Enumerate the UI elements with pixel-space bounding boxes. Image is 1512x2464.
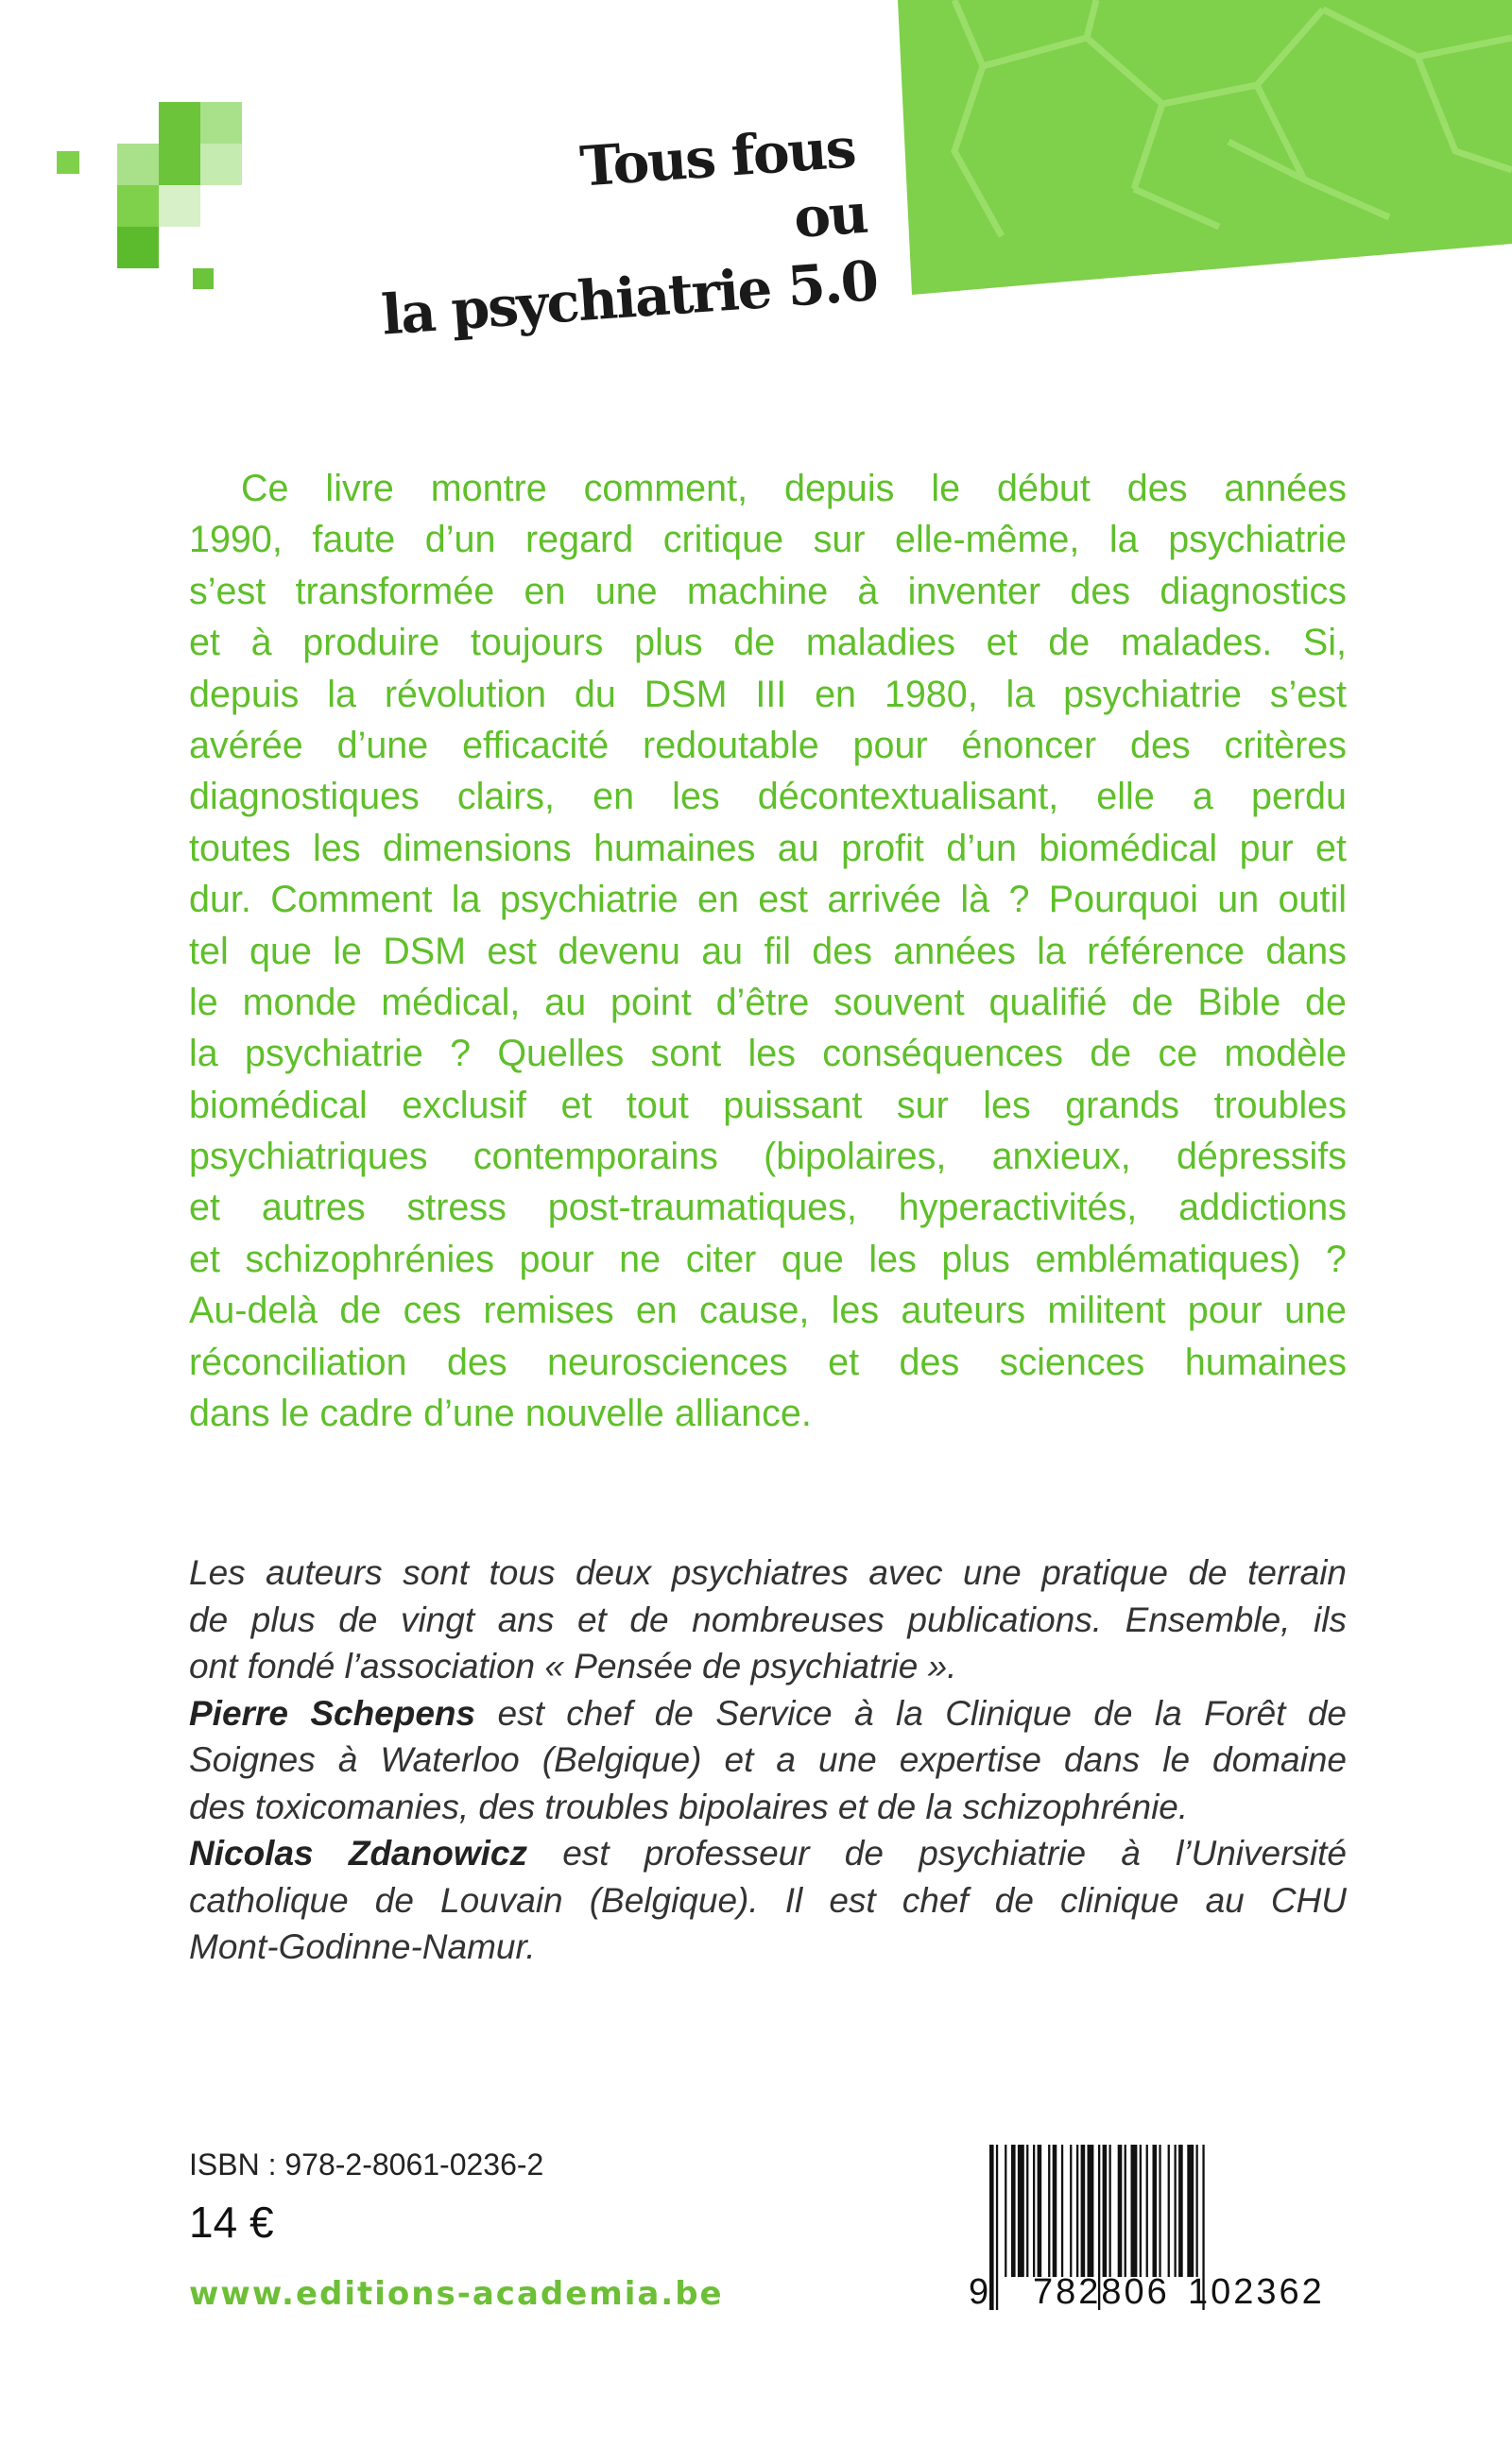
- barcode-bar: [1187, 2145, 1194, 2277]
- barcode-bar: [1081, 2145, 1086, 2277]
- barcode-bar: [1048, 2145, 1050, 2277]
- synopsis-line: Au-delà de ces remises en cause, les auteurs militent pour une: [189, 1290, 1347, 1332]
- author2-line: catholique de Louvain (Belgique). Il est chef de clinique au CHU: [189, 1880, 1347, 1920]
- barcode-bar: [1038, 2145, 1042, 2277]
- synopsis-line: dans le cadre d’une nouvelle alliance.: [189, 1393, 812, 1435]
- synopsis-line: s’est transformée en une machine à inventer des diagnostics: [189, 570, 1347, 612]
- barcode-bar: [1109, 2145, 1111, 2277]
- authors-intro-line: ont fondé l’association « Pensée de psychiatrie ».: [189, 1647, 957, 1685]
- author1-line-rest: est chef de Service à la Clinique de la Forêt de: [475, 1693, 1348, 1733]
- synopsis-line: dur. Comment la psychiatrie en est arrivée là ? Pourquoi un outil: [189, 879, 1347, 921]
- barcode-bar: [1140, 2145, 1142, 2277]
- barcode-bar: [1011, 2145, 1016, 2277]
- synopsis-line: psychiatriques contemporains (bipolaires, anxieux, dépressifs: [189, 1136, 1347, 1178]
- authors-intro-line: de plus de vingt ans et de nombreuses publications. Ensemble, ils: [189, 1600, 1347, 1639]
- barcode-group-1: 782806: [1033, 2272, 1170, 2312]
- barcode-bar: [1131, 2145, 1138, 2277]
- barcode-bar: [1125, 2145, 1126, 2277]
- author2-first-line: [189, 1830, 1347, 1877]
- barcode-bar: [1053, 2145, 1057, 2277]
- barcode-bar: [1061, 2145, 1063, 2277]
- authors-bio: [189, 1549, 1347, 1971]
- barcode-bar: [1033, 2145, 1035, 2277]
- author1-name: Pierre Schepens: [189, 1693, 476, 1733]
- barcode-bar: [1026, 2145, 1028, 2277]
- synopsis-line: tel que le DSM est devenu au fil des années la référence dans: [189, 930, 1347, 972]
- barcode-digits: [969, 2272, 1366, 2319]
- barcode-bar: [1018, 2145, 1024, 2277]
- barcode-bar: [1178, 2145, 1183, 2277]
- price-text: 14 €: [189, 2198, 274, 2247]
- title-line-1: Tous fous: [577, 115, 857, 199]
- synopsis-line: réconciliation des neurosciences et des sciences humaines: [189, 1341, 1347, 1383]
- synopsis-line: 1990, faute d’un regard critique sur elle-même, la psychiatrie: [189, 519, 1347, 561]
- synopsis-line: diagnostiques clairs, en les décontextualisant, elle a perdu: [189, 776, 1347, 818]
- synopsis-paragraph: [189, 463, 1347, 1439]
- barcode-bar: [1118, 2145, 1123, 2277]
- author1-line: des toxicomanies, des troubles bipolaires et de la schizophrénie.: [189, 1787, 1189, 1826]
- authors-intro-line: Les auteurs sont tous deux psychiatres avec une pratique de terrain: [189, 1553, 1347, 1592]
- barcode-bar: [1196, 2145, 1198, 2277]
- publisher-website: www.editions-academia.be: [189, 2275, 724, 2313]
- barcode-bar: [1146, 2145, 1148, 2277]
- isbn-text: ISBN : 978-2-8061-0236-2: [189, 2147, 544, 2182]
- synopsis-line: Ce livre montre comment, depuis le début des années: [241, 468, 1347, 509]
- author1-line: Soignes à Waterloo (Belgique) et a une expertise dans le domaine: [189, 1740, 1347, 1779]
- book-title: [356, 114, 882, 385]
- synopsis-line: depuis la révolution du DSM III en 1980, la psychiatrie s’est: [189, 673, 1347, 715]
- barcode-bar: [1153, 2145, 1158, 2277]
- synopsis-line: et à produire toujours plus de maladies et de malades. Si,: [189, 622, 1347, 664]
- barcode-bar: [1103, 2145, 1108, 2277]
- synopsis-line: et schizophrénies pour ne citer que les plus emblématiques) ?: [189, 1238, 1347, 1280]
- author2-line-rest: est professeur de psychiatrie à l’Université: [526, 1834, 1348, 1873]
- barcode-bar: [1175, 2145, 1177, 2277]
- barcode-bar: [1005, 2145, 1006, 2277]
- barcode-group-2: 102362: [1188, 2272, 1325, 2312]
- synopsis-line: avérée d’une efficacité redoutable pour énoncer des critères: [189, 724, 1347, 766]
- title-line-3: la psychiatrie 5.0: [379, 248, 880, 348]
- barcode-bar: [1070, 2145, 1072, 2277]
- synopsis-line: toutes les dimensions humaines au profit d’un biomédical pur et: [189, 827, 1347, 869]
- synopsis-line: et autres stress post-traumatiques, hyperactivités, addictions: [189, 1187, 1347, 1229]
- pixel-squares-logo: [57, 102, 242, 289]
- synopsis-line: biomédical exclusif et tout puissant sur les grands troubles: [189, 1084, 1347, 1126]
- barcode-bar: [1088, 2145, 1094, 2277]
- barcode-bar: [1159, 2145, 1160, 2277]
- author2-name: Nicolas Zdanowicz: [189, 1834, 527, 1873]
- synopsis-line: la psychiatrie ? Quelles sont les conséquences de ce modèle: [189, 1033, 1347, 1075]
- synopsis-line: le monde médical, au point d’être souvent qualifié de Bible de: [189, 981, 1347, 1023]
- author1-first-line: [189, 1690, 1347, 1737]
- author2-line: Mont-Godinne-Namur.: [189, 1927, 536, 1966]
- barcode-bar: [1168, 2145, 1170, 2277]
- title-line-2: ou: [791, 180, 869, 250]
- barcode-first-digit: 9: [969, 2272, 989, 2312]
- barcode-bar: [1076, 2145, 1078, 2277]
